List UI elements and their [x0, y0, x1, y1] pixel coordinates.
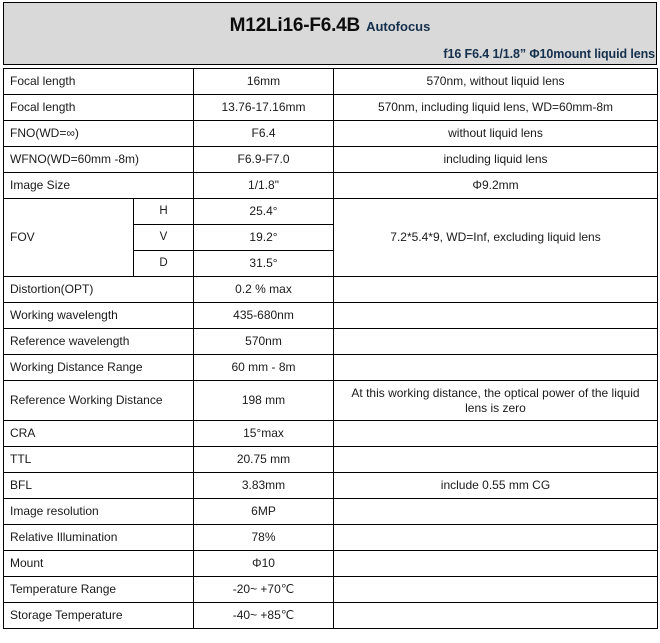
row-value: 1/1.8": [194, 173, 334, 199]
table-row: [4, 69, 658, 95]
page-title: M12Li16-F6.4B: [229, 15, 361, 36]
row-value: 78%: [194, 525, 334, 551]
fov-axis-h: H: [134, 199, 194, 225]
row-label: Image resolution: [4, 499, 194, 525]
row-label: CRA: [4, 421, 194, 447]
title-spec-summary: f16 F6.4 1/1.8” Φ10mount liquid lens: [443, 47, 655, 61]
table-row: [4, 603, 658, 629]
row-label: Storage Temperature: [4, 603, 194, 629]
table-row: [4, 499, 658, 525]
row-note: [334, 421, 658, 447]
table-row-fov-h: [4, 199, 658, 225]
row-value: 435-680nm: [194, 303, 334, 329]
row-note: [334, 577, 658, 603]
row-label: Distortion(OPT): [4, 277, 194, 303]
row-label: Focal length: [4, 95, 194, 121]
row-note: including liquid lens: [334, 147, 658, 173]
row-note: [334, 525, 658, 551]
row-note: [334, 277, 658, 303]
table-row: [4, 329, 658, 355]
row-value: -20~ +70℃: [194, 577, 334, 603]
fov-value-h: 25.4°: [194, 199, 334, 225]
table-row: [4, 447, 658, 473]
row-value: 3.83mm: [194, 473, 334, 499]
row-label: WFNO(WD=60mm -8m): [4, 147, 194, 173]
row-label: Working Distance Range: [4, 355, 194, 381]
row-value: -40~ +85℃: [194, 603, 334, 629]
row-value: 13.76-17.16mm: [194, 95, 334, 121]
row-label: Reference wavelength: [4, 329, 194, 355]
table-row: [4, 173, 658, 199]
spec-sheet: [0, 2, 660, 643]
row-value: 20.75 mm: [194, 447, 334, 473]
row-note: 570nm, including liquid lens, WD=60mm-8m: [334, 95, 658, 121]
row-note: [334, 499, 658, 525]
row-value: 60 mm - 8m: [194, 355, 334, 381]
row-label: Focal length: [4, 69, 194, 95]
table-row: [4, 473, 658, 499]
row-label: Mount: [4, 551, 194, 577]
table-row: [4, 577, 658, 603]
row-label: Relative Illumination: [4, 525, 194, 551]
row-label: Temperature Range: [4, 577, 194, 603]
fov-axis-v: V: [134, 225, 194, 251]
title-mode: Autofocus: [366, 19, 431, 34]
row-note: include 0.55 mm CG: [334, 473, 658, 499]
row-note: Φ9.2mm: [334, 173, 658, 199]
row-label: BFL: [4, 473, 194, 499]
row-note: [334, 329, 658, 355]
row-note: [334, 447, 658, 473]
row-value: F6.4: [194, 121, 334, 147]
row-note: [334, 603, 658, 629]
fov-axis-d: D: [134, 251, 194, 277]
table-row: [4, 303, 658, 329]
row-label: TTL: [4, 447, 194, 473]
row-note: [334, 303, 658, 329]
row-value: 15°max: [194, 421, 334, 447]
table-row-reference-working-distance: [4, 381, 658, 421]
row-note: [334, 551, 658, 577]
row-label: Working wavelength: [4, 303, 194, 329]
title-block: [3, 2, 657, 65]
row-label: FNO(WD=∞): [4, 121, 194, 147]
specification-table: [3, 68, 658, 629]
table-row: [4, 551, 658, 577]
table-row: [4, 525, 658, 551]
table-row: [4, 95, 658, 121]
table-row: [4, 147, 658, 173]
row-label: Reference Working Distance: [4, 381, 194, 421]
row-label: Image Size: [4, 173, 194, 199]
row-note: without liquid lens: [334, 121, 658, 147]
table-row: [4, 355, 658, 381]
row-value: 16mm: [194, 69, 334, 95]
row-value: 570nm: [194, 329, 334, 355]
table-row: [4, 421, 658, 447]
row-note: [334, 355, 658, 381]
row-label-fov: FOV: [4, 199, 134, 277]
row-value: Φ10: [194, 551, 334, 577]
row-note: At this working distance, the optical power of the liquid lens is zero: [334, 381, 658, 421]
row-value: 6MP: [194, 499, 334, 525]
row-value: F6.9-F7.0: [194, 147, 334, 173]
table-row: [4, 277, 658, 303]
fov-value-v: 19.2°: [194, 225, 334, 251]
table-row: [4, 121, 658, 147]
fov-value-d: 31.5°: [194, 251, 334, 277]
title-line: [4, 3, 656, 37]
row-value: 198 mm: [194, 381, 334, 421]
row-note: 570nm, without liquid lens: [334, 69, 658, 95]
row-note-fov: 7.2*5.4*9, WD=Inf, excluding liquid lens: [334, 199, 658, 277]
row-value: 0.2 % max: [194, 277, 334, 303]
